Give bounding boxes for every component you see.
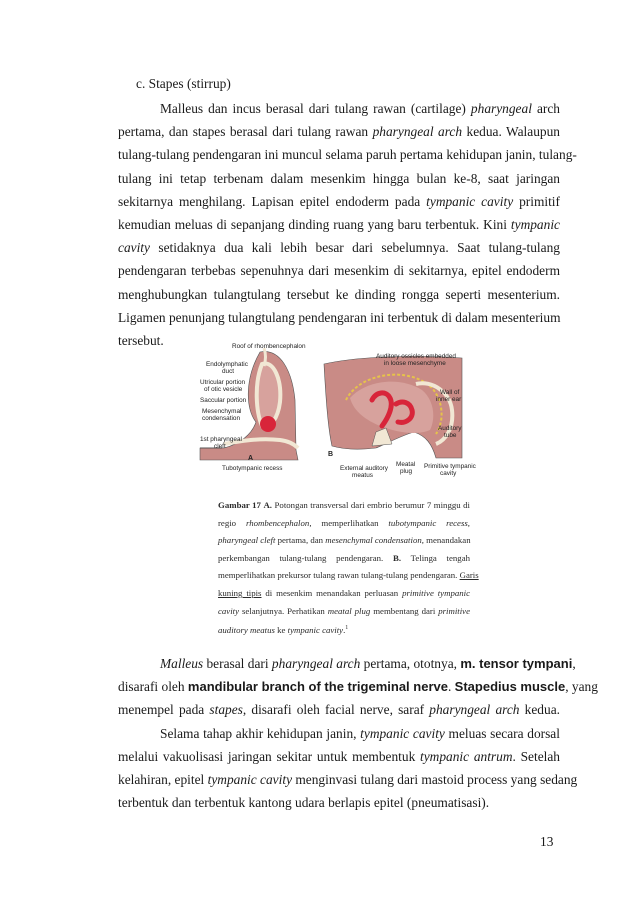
text-line bbox=[118, 97, 560, 120]
text-run: pertama, ototnya, bbox=[360, 656, 461, 671]
label-panel-b: B bbox=[328, 451, 334, 458]
text-run: tulang ini tetap terbenam dalam mesenkim hingga bulan ke-8, saat jaringan bbox=[118, 170, 560, 186]
text-run: terbentuk dan terbentuk kantong udara berlapis epitel (pneumatisasi). bbox=[118, 795, 490, 811]
text-run: ke bbox=[274, 625, 288, 636]
text-run: Ligamen penunjang tulangtulang pendengaran ini terbentuk di dalam mesenterium bbox=[118, 309, 561, 325]
text-run: , bbox=[467, 517, 470, 528]
text-line bbox=[218, 567, 479, 585]
text-run: kelahiran, epitel bbox=[118, 771, 208, 787]
label-primitive-1: Primitive tympanic bbox=[424, 463, 476, 470]
text-run: memperlihatkan prekursor tulang rawan tulang-tulang pendengaran. bbox=[218, 570, 460, 581]
label-endolymphatic: Endolymphatic bbox=[206, 361, 248, 368]
text-run: tympanic bbox=[510, 216, 560, 232]
text-line bbox=[118, 652, 576, 675]
text-run: sekitarnya menghilang. Lapisan epitel endoderm pada bbox=[118, 193, 427, 209]
paragraph-malleus bbox=[118, 652, 598, 814]
text-run: m. tensor tympani bbox=[460, 656, 573, 671]
text-line bbox=[218, 515, 470, 533]
text-run: auditory meatus bbox=[218, 625, 275, 636]
text-run: primitif bbox=[513, 193, 560, 209]
text-run: Malleus bbox=[160, 656, 204, 671]
label-ossicles-1: Auditory ossicles embedded bbox=[376, 353, 456, 360]
label-tube-1: Auditory bbox=[438, 425, 462, 432]
text-run: menempel pada bbox=[118, 702, 210, 718]
label-panel-a: A bbox=[248, 455, 254, 462]
text-run: pertama, dan stapes berasal dari tulang rawan bbox=[118, 124, 373, 140]
text-line bbox=[118, 213, 560, 236]
text-line bbox=[118, 768, 578, 791]
label-ossicles-2: in loose mesenchyme bbox=[384, 360, 446, 367]
text-run: arch bbox=[531, 101, 560, 116]
text-run: Malleus dan incus berasal dari tulang rawan (cartilage) bbox=[160, 101, 471, 116]
text-run: kuning tipis bbox=[218, 587, 262, 598]
figure-panel-a bbox=[200, 343, 306, 472]
text-run: tympanic cavity bbox=[207, 771, 293, 787]
text-run: tubotympanic recess bbox=[388, 517, 468, 528]
text-line bbox=[118, 167, 560, 190]
text-line bbox=[118, 675, 598, 698]
text-run: tympanic antrum bbox=[420, 748, 513, 764]
label-cleft-1: 1st pharyngeal bbox=[200, 436, 242, 443]
label-tubotympanic: Tubotympanic recess bbox=[222, 465, 283, 472]
figure-caption bbox=[218, 497, 479, 638]
text-run: perkembangan tulang-tulang pendengaran. bbox=[218, 552, 393, 563]
text-line bbox=[218, 497, 470, 515]
text-run: cavity bbox=[218, 605, 239, 616]
text-run: selanjutnya. Perhatikan bbox=[239, 605, 328, 616]
text-run: meatal plug bbox=[327, 605, 371, 616]
text-run: tersebut. bbox=[118, 332, 164, 348]
text-run: B. bbox=[392, 552, 402, 563]
text-run: pharyngeal cleft bbox=[218, 535, 276, 546]
text-run: Stapedius muscle bbox=[454, 679, 566, 695]
text-line bbox=[118, 259, 560, 282]
panel-a-endolymphatic-duct bbox=[264, 348, 266, 366]
text-run: kedua. bbox=[519, 702, 560, 718]
label-duct: duct bbox=[222, 368, 235, 375]
text-run: Potongan transversal dari embrio berumur 7 minggu di bbox=[272, 500, 471, 510]
text-run: Gambar 17 bbox=[218, 500, 261, 510]
text-run: , bbox=[572, 656, 576, 671]
text-line bbox=[218, 620, 470, 638]
text-run: . bbox=[343, 625, 346, 636]
label-wall-2: inner ear bbox=[436, 396, 462, 403]
text-run: 1 bbox=[345, 625, 349, 632]
figure-panel-b bbox=[324, 353, 477, 479]
text-run: , memperlihatkan bbox=[309, 517, 389, 528]
text-run: disarafi oleh bbox=[118, 679, 188, 695]
text-run: mandibular branch of the trigeminal nerve bbox=[187, 679, 448, 695]
text-run: membentang dari bbox=[370, 605, 439, 616]
text-run: , disarafi oleh facial nerve, saraf bbox=[242, 702, 430, 718]
text-run: rhombencephalon bbox=[245, 517, 310, 528]
label-cleft-2: cleft bbox=[214, 443, 226, 450]
label-meatus-1: External auditory bbox=[340, 465, 388, 472]
text-run: menghubungkan tulangtulang tersebut ke dinding rongga seperti mesenterium. bbox=[118, 286, 560, 302]
text-run: pharyngeal arch bbox=[429, 702, 520, 718]
text-line bbox=[118, 698, 560, 721]
label-utricular-1: Utricular portion bbox=[200, 379, 246, 386]
text-line bbox=[218, 603, 470, 621]
label-saccular: Saccular portion bbox=[200, 397, 247, 404]
text-run: . Setelah bbox=[512, 748, 560, 764]
text-run: mesenchymal condensation bbox=[325, 535, 422, 546]
label-mesenchymal-1: Mesenchymal bbox=[202, 408, 242, 415]
text-run: berasal dari bbox=[203, 656, 272, 671]
text-run: tulang-tulang pendengaran ini muncul selama paruh pertama kehidupan janin, tulang- bbox=[118, 147, 577, 163]
text-line bbox=[118, 120, 560, 143]
text-line bbox=[118, 190, 560, 213]
text-run: kedua. Walaupun bbox=[462, 124, 560, 140]
text-line bbox=[218, 550, 470, 568]
text-run: . bbox=[447, 679, 455, 695]
text-run: tympanic cavity bbox=[426, 193, 514, 209]
text-run: pharyngeal arch bbox=[271, 656, 361, 671]
text-run: kemudian meluas di sepanjang dinding ruang yang baru terbentuk. Kini bbox=[118, 216, 511, 232]
label-plug-1: Meatal bbox=[396, 461, 416, 468]
text-line bbox=[118, 283, 560, 306]
text-run: primitive tympanic bbox=[402, 587, 470, 598]
text-run: A. bbox=[263, 500, 273, 510]
panel-a-mesenchymal-condensation bbox=[260, 416, 276, 432]
text-run: tympanic cavity bbox=[287, 625, 344, 636]
label-plug-2: plug bbox=[400, 468, 413, 475]
label-wall-1: Wall of bbox=[440, 389, 460, 396]
text-run: pharyngeal bbox=[470, 101, 532, 116]
text-line bbox=[118, 236, 560, 259]
text-run: cavity bbox=[118, 240, 150, 256]
paragraph-stapes bbox=[118, 97, 577, 352]
text-run: Garis bbox=[459, 570, 479, 581]
text-line bbox=[118, 791, 560, 814]
text-line bbox=[118, 306, 560, 329]
text-run: Selama tahap akhir kehidupan janin, bbox=[160, 725, 361, 741]
text-line bbox=[118, 745, 560, 768]
text-line bbox=[118, 722, 560, 745]
text-run: pharyngeal arch bbox=[372, 124, 463, 140]
text-run: , yang bbox=[565, 679, 598, 695]
text-run: , menandakan bbox=[421, 535, 471, 546]
label-tube-2: tube bbox=[444, 432, 457, 439]
text-run: regio bbox=[218, 517, 246, 528]
section-heading: c. Stapes (stirrup) bbox=[136, 76, 231, 91]
label-meatus-2: meatus bbox=[352, 472, 373, 479]
text-run: di mesenkim menandakan perluasan bbox=[261, 587, 403, 598]
ear-development-figure bbox=[200, 340, 476, 490]
page-number: 13 bbox=[540, 834, 554, 849]
text-run: pendengaran terbebas sepenuhnya dari mesenkim di sekitarnya, epitel endoderm bbox=[118, 263, 560, 279]
text-run: tympanic cavity bbox=[360, 725, 445, 741]
text-run: setidaknya dua kali lebih besar dari sebelumnya. Saat tulang-tulang bbox=[149, 240, 560, 256]
text-run: primitive bbox=[438, 605, 470, 616]
text-line bbox=[118, 143, 577, 166]
label-utricular-2: of otic vesicle bbox=[204, 386, 243, 393]
text-run: menginvasi tulang dari mastoid process yang sedang bbox=[292, 771, 578, 787]
text-line bbox=[218, 585, 470, 603]
text-run: pertama, dan bbox=[275, 535, 326, 546]
label-primitive-2: cavity bbox=[440, 470, 457, 477]
label-roof: Roof of rhombencephalon bbox=[232, 343, 306, 350]
text-run: meluas secara dorsal bbox=[444, 725, 560, 741]
text-line bbox=[218, 532, 470, 550]
text-run: Telinga tengah bbox=[401, 552, 470, 563]
label-mesenchymal-2: condensation bbox=[202, 415, 241, 422]
text-run: melalui vakuolisasi jaringan sekitar untuk membentuk bbox=[118, 748, 421, 764]
text-run: stapes bbox=[209, 702, 243, 718]
